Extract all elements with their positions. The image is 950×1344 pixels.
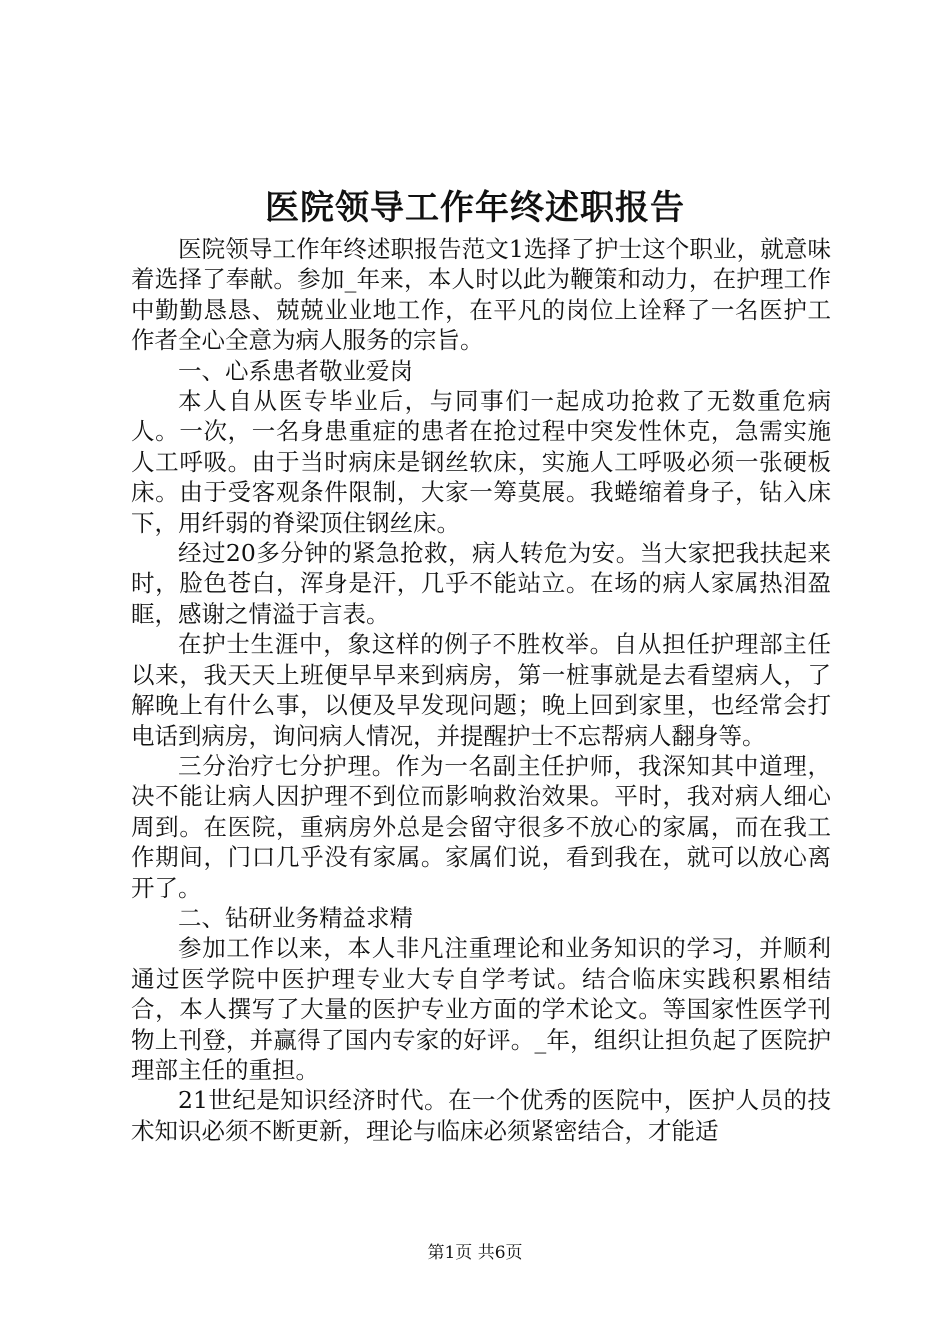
document-title: 医院领导工作年终述职报告: [265, 188, 685, 228]
section-heading-2: 二、钻研业务精益求精: [178, 903, 413, 932]
paragraph: 在护士生涯中，象这样的例子不胜枚举。自从担任护理部主任以来，我天天上班便早早来到病房，第一桩事就是去看望病人，了解晚上有什么事，以便及早发现问题；晚上回到家里，也经常会打电话到病房，询问病人情况，并提醒护士不忘帮病人翻身等。: [131, 630, 831, 750]
document-body: [131, 234, 831, 1146]
paragraph: 经过20多分钟的紧急抢救，病人转危为安。当大家把我扶起来时，脸色苍白，浑身是汗，几乎不能站立。在场的病人家属热泪盈眶，感谢之情溢于言表。: [131, 539, 831, 628]
paragraph-intro: 医院领导工作年终述职报告范文1选择了护士这个职业，就意味着选择了奉献。参加_年来，本人时以此为鞭策和动力，在护理工作中勤勤恳恳、兢兢业业地工作，在平凡的岗位上诠释了一名医护工作者全心全意为病人服务的宗旨。: [131, 235, 831, 355]
paragraph: 三分治疗七分护理。作为一名副主任护师，我深知其中道理，决不能让病人因护理不到位而影响救治效果。平时，我对病人细心周到。在医院，重病房外总是会留守很多不放心的家属，而在我工作期间，门口几乎没有家属。家属们说，看到我在，就可以放心离开了。: [131, 751, 831, 902]
paragraph: 参加工作以来，本人非凡注重理论和业务知识的学习，并顺利通过医学院中医护理专业大专自学考试。结合临床实践积累相结合，本人撰写了大量的医护专业方面的学术论文。等国家性医学刊物上刊登，并赢得了国内专家的好评。_年，组织让担负起了医院护理部主任的重担。: [131, 934, 831, 1084]
page-footer: 第1页 共6页: [427, 1243, 523, 1263]
paragraph: 本人自从医专毕业后，与同事们一起成功抢救了无数重危病人。一次，一名身患重症的患者在抢过程中突发性休克，急需实施人工呼吸。由于当时病床是钢丝软床，实施人工呼吸必须一张硬板床。由于受客观条件限制，大家一筹莫展。我蜷缩着身子，钻入床下，用纤弱的脊梁顶住钢丝床。: [131, 387, 831, 537]
section-heading-1: 一、心系患者敬业爱岗: [178, 356, 413, 385]
paragraph: 21世纪是知识经济时代。在一个优秀的医院中，医护人员的技术知识必须不断更新，理论与临床必须紧密结合，才能适: [131, 1086, 831, 1145]
